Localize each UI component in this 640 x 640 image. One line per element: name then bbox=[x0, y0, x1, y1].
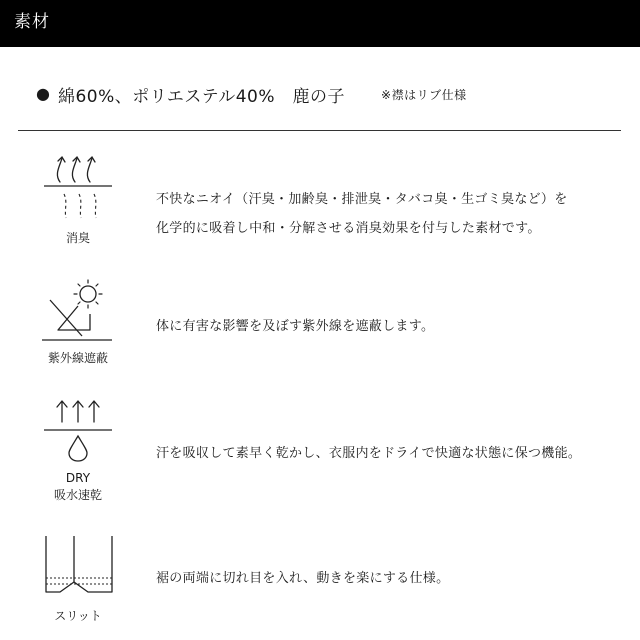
feature-label-dry: DRY bbox=[65, 471, 91, 485]
feature-description bbox=[156, 439, 581, 468]
feature-label: 紫外線遮蔽 bbox=[47, 351, 108, 365]
dry-icon bbox=[36, 394, 120, 462]
feature-uv bbox=[36, 278, 116, 370]
header-bar bbox=[0, 0, 640, 47]
slit-icon bbox=[36, 532, 120, 600]
description-line: 体に有害な影響を及ぼす紫外線を遮蔽します。 bbox=[156, 319, 435, 334]
feature-description bbox=[156, 564, 449, 593]
description-line: 汗を吸収して素早く乾かし、衣服内をドライで快適な状態に保つ機能。 bbox=[156, 446, 582, 461]
bullet-icon: ● bbox=[36, 84, 50, 103]
uv-cut-icon bbox=[36, 278, 120, 344]
divider bbox=[18, 130, 621, 131]
feature-slit bbox=[36, 532, 116, 632]
header-title: 素材 bbox=[14, 12, 50, 32]
feature-dry bbox=[36, 394, 116, 506]
feature-description bbox=[156, 185, 568, 243]
feature-label: 吸水速乾 bbox=[53, 488, 102, 502]
description-line: 裾の両端に切れ目を入れ、動きを楽にする仕様。 bbox=[156, 571, 450, 586]
feature-odor bbox=[36, 150, 116, 250]
description-line: 不快なニオイ（汗臭・加齢臭・排泄臭・タバコ臭・生ゴミ臭など）を bbox=[156, 192, 568, 207]
feature-label: 消臭 bbox=[65, 231, 90, 245]
feature-description bbox=[156, 312, 434, 341]
odor-icon bbox=[36, 150, 116, 228]
material-composition: 綿60%、ポリエステル40% 鹿の子 bbox=[57, 86, 346, 107]
description-line: 化学的に吸着し中和・分解させる消臭効果を付与した素材です。 bbox=[156, 221, 541, 236]
material-note: ※襟はリブ仕様 bbox=[381, 87, 467, 102]
feature-label: スリット bbox=[54, 609, 102, 623]
material-line bbox=[36, 80, 467, 108]
